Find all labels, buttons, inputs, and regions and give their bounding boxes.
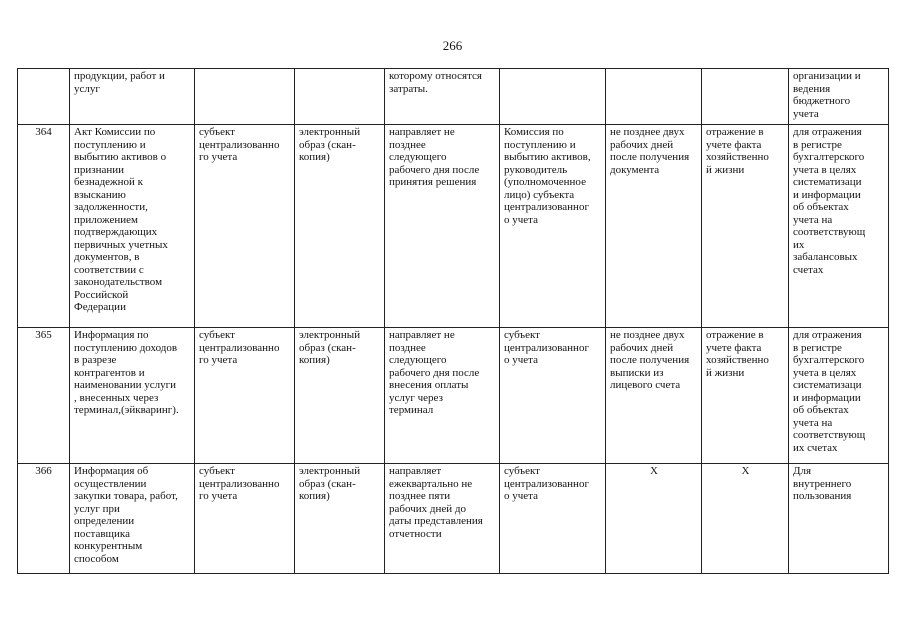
row-number-cell: 366 bbox=[18, 464, 70, 574]
signer-cell: субъект централизованног о учета bbox=[500, 328, 606, 464]
submission-term-cell: которому относятся затраты. bbox=[385, 69, 500, 125]
document-name-cell: Информация об осуществлении закупки товара, работ, услуг при определении поставщика конкурентным способом bbox=[70, 464, 195, 574]
creator-cell: субъект централизованно го учета bbox=[195, 125, 295, 328]
row-number-cell: 364 bbox=[18, 125, 70, 328]
creator-cell: субъект централизованно го учета bbox=[195, 464, 295, 574]
table-row bbox=[18, 464, 889, 574]
document-name-cell: Акт Комиссии по поступлению и выбытию активов о признании безнадежной к взысканию задолженности, приложением подтверждающих первичных учетных документов, в соответствии с законодательством Российской Федерации bbox=[70, 125, 195, 328]
purpose-cell: для отражения в регистре бухгалтерского учета в целях систематизаци и информации об объектах учета на соответствующ их счетах bbox=[789, 328, 889, 464]
purpose-cell: для отражения в регистре бухгалтерского учета в целях систематизаци и информации об объектах учета на соответствующ их забалансовых счетах bbox=[789, 125, 889, 328]
submission-term-cell: направляет ежеквартально не позднее пяти рабочих дней до даты представления отчетности bbox=[385, 464, 500, 574]
document-table bbox=[17, 68, 889, 574]
table-row bbox=[18, 328, 889, 464]
table-row bbox=[18, 69, 889, 125]
signer-cell: субъект централизованног о учета bbox=[500, 464, 606, 574]
creator-cell: субъект централизованно го учета bbox=[195, 328, 295, 464]
processing-term-cell: не позднее двух рабочих дней после получения выписки из лицевого счета bbox=[606, 328, 702, 464]
purpose-cell: Для внутреннего пользования bbox=[789, 464, 889, 574]
submission-term-cell: направляет не позднее следующего рабочего дня после внесения оплаты услуг через терминал bbox=[385, 328, 500, 464]
result-cell: отражение в учете факта хозяйственно й жизни bbox=[702, 125, 789, 328]
processing-term-cell bbox=[606, 69, 702, 125]
signer-cell bbox=[500, 69, 606, 125]
table-row bbox=[18, 125, 889, 328]
processing-term-cell: не позднее двух рабочих дней после получения документа bbox=[606, 125, 702, 328]
submission-term-cell: направляет не позднее следующего рабочего дня после принятия решения bbox=[385, 125, 500, 328]
row-number-cell bbox=[18, 69, 70, 125]
document-name-cell: Информация по поступлению доходов в разрезе контрагентов и наименовании услуги , внесенных через терминал,(эйкваринг). bbox=[70, 328, 195, 464]
document-name-cell: продукции, работ и услуг bbox=[70, 69, 195, 125]
row-number-cell: 365 bbox=[18, 328, 70, 464]
signer-cell: Комиссия по поступлению и выбытию активов, руководитель (уполномоченное лицо) субъекта централизованног о учета bbox=[500, 125, 606, 328]
format-cell: электронный образ (скан- копия) bbox=[295, 328, 385, 464]
creator-cell bbox=[195, 69, 295, 125]
processing-term-cell: Х bbox=[606, 464, 702, 574]
purpose-cell: организации и ведения бюджетного учета bbox=[789, 69, 889, 125]
page-number: 266 bbox=[442, 38, 463, 53]
result-cell: отражение в учете факта хозяйственно й жизни bbox=[702, 328, 789, 464]
format-cell: электронный образ (скан- копия) bbox=[295, 464, 385, 574]
result-cell bbox=[702, 69, 789, 125]
format-cell: электронный образ (скан- копия) bbox=[295, 125, 385, 328]
format-cell bbox=[295, 69, 385, 125]
result-cell: Х bbox=[702, 464, 789, 574]
